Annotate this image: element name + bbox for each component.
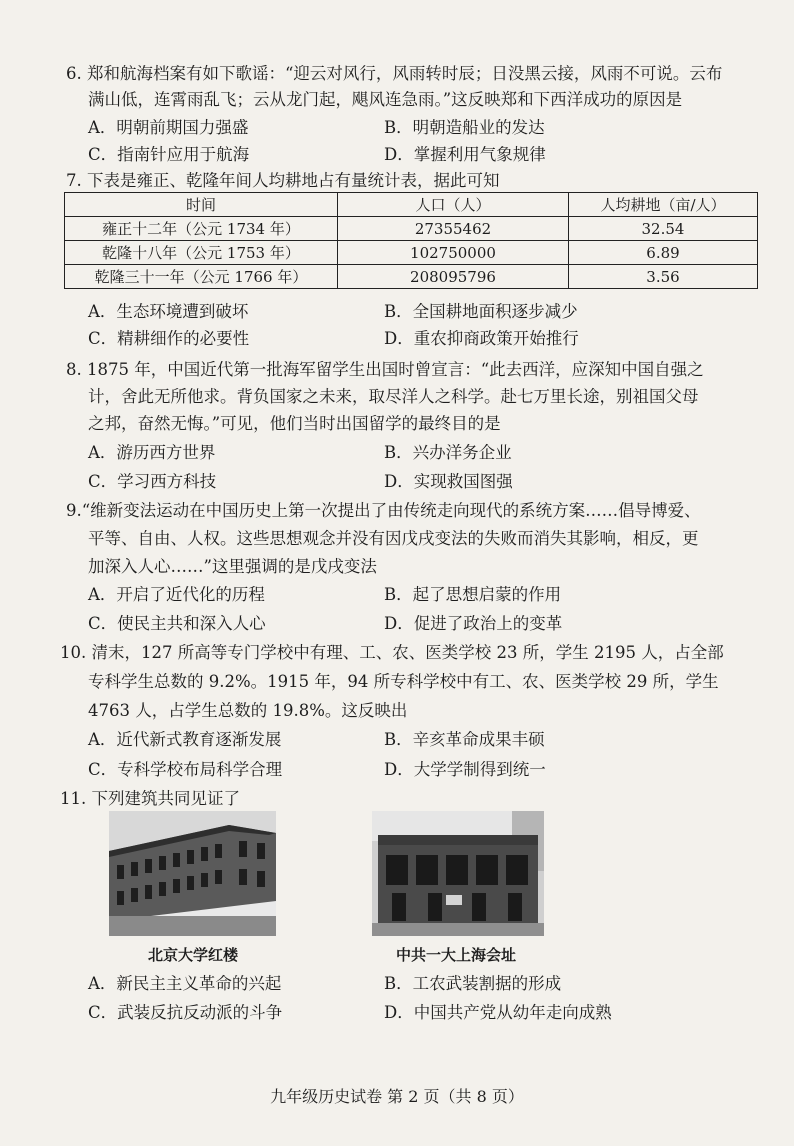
table-cell: 102750000 — [338, 241, 569, 265]
q9-option-c: C．使民主共和深入人心 — [88, 614, 266, 633]
q6-stem-line2: 满山低，连霄雨乱飞；云从龙门起，飓风连急雨。”这反映郑和下西洋成功的原因是 — [88, 90, 683, 109]
q6-option-c: C．指南针应用于航海 — [88, 145, 250, 164]
q6-option-b: B．明朝造船业的发达 — [384, 118, 545, 137]
cpc-first-congress-site-photo — [372, 811, 544, 936]
q6-stem-line1: 6. 郑和航海档案有如下歌谣：“迎云对风行，风雨转时辰；日没黑云接，风雨不可说。云布 — [66, 64, 723, 83]
q7-option-b: B．全国耕地面积逐步减少 — [384, 302, 578, 321]
q8-stem-line2: 计，舍此无所他求。背负国家之未来，取尽洋人之科学。赴七万里长途，别祖国父母 — [88, 387, 699, 406]
q10-stem-line1: 10. 清末，127 所高等专门学校中有理、工、农、医类学校 23 所，学生 2195 人，占全部 — [60, 643, 724, 662]
table-cell: 乾隆三十一年（公元 1766 年） — [65, 265, 338, 289]
peking-university-red-building-photo — [109, 811, 276, 936]
q7-stem: 7. 下表是雍正、乾隆年间人均耕地占有量统计表，据此可知 — [66, 171, 500, 190]
q8-option-b: B．兴办洋务企业 — [384, 443, 512, 462]
table-cell: 3.56 — [569, 265, 758, 289]
q11-option-a: A．新民主主义革命的兴起 — [88, 974, 282, 993]
q11-stem: 11. 下列建筑共同见证了 — [60, 789, 240, 808]
q9-option-b: B．起了思想启蒙的作用 — [384, 585, 562, 604]
table-cell: 6.89 — [569, 241, 758, 265]
q9-stem-line2: 平等、自由、人权。这些思想观念并没有因戊戌变法的失败而消失其影响，相反，更 — [88, 529, 699, 548]
building-illustration — [372, 811, 544, 936]
page-footer: 九年级历史试卷 第 2 页（共 8 页） — [270, 1087, 524, 1106]
q7-table — [64, 192, 758, 289]
q11-option-b: B．工农武装割据的形成 — [384, 974, 562, 993]
table-header: 人均耕地（亩/人） — [569, 193, 758, 217]
table-cell: 32.54 — [569, 217, 758, 241]
q8-stem-line3: 之邦，奋然无悔。”可见，他们当时出国留学的最终目的是 — [88, 414, 501, 433]
building-illustration — [109, 811, 276, 936]
table-cell: 乾隆十八年（公元 1753 年） — [65, 241, 338, 265]
q6-option-d: D．掌握利用气象规律 — [384, 145, 546, 164]
q11-option-c: C．武装反抗反动派的斗争 — [88, 1003, 283, 1022]
q10-option-c: C．专科学校布局科学合理 — [88, 760, 283, 779]
q10-option-d: D．大学学制得到统一 — [384, 760, 546, 779]
table-header: 人口（人） — [338, 193, 569, 217]
q7-option-a: A．生态环境遭到破坏 — [88, 302, 249, 321]
table-row — [65, 241, 758, 265]
table-header: 时间 — [65, 193, 338, 217]
table-cell: 27355462 — [338, 217, 569, 241]
table-cell: 208095796 — [338, 265, 569, 289]
q9-option-d: D．促进了政治上的变革 — [384, 614, 563, 633]
q10-option-b: B．辛亥革命成果丰硕 — [384, 730, 545, 749]
q8-option-c: C．学习西方科技 — [88, 472, 217, 491]
q10-option-a: A．近代新式教育逐渐发展 — [88, 730, 282, 749]
table-header-row — [65, 193, 758, 217]
q7-option-c: C．精耕细作的必要性 — [88, 329, 250, 348]
table-row — [65, 265, 758, 289]
photo-caption-cpc-first-congress: 中共一大上海会址 — [396, 946, 517, 964]
q9-stem-line1: 9.“维新变法运动在中国历史上第一次提出了由传统走向现代的系统方案……倡导博爱、 — [66, 501, 701, 520]
q8-option-d: D．实现救国图强 — [384, 472, 513, 491]
q6-option-a: A．明朝前期国力强盛 — [88, 118, 249, 137]
q8-stem-line1: 8. 1875 年，中国近代第一批海军留学生出国时曾宣言：“此去西洋，应深知中国自强之 — [66, 360, 704, 379]
q7-option-d: D．重农抑商政策开始推行 — [384, 329, 579, 348]
q9-stem-line3: 加深入人心……”这里强调的是戊戌变法 — [88, 557, 377, 576]
q10-stem-line2: 专科学生总数的 9.2%。1915 年，94 所专科学校中有工、农、医类学校 29 所，学生 — [88, 672, 719, 691]
q9-option-a: A．开启了近代化的历程 — [88, 585, 265, 604]
table-row — [65, 217, 758, 241]
q8-option-a: A．游历西方世界 — [88, 443, 216, 462]
q10-stem-line3: 4763 人，占学生总数的 19.8%。这反映出 — [88, 701, 408, 720]
table-cell: 雍正十二年（公元 1734 年） — [65, 217, 338, 241]
q11-option-d: D．中国共产党从幼年走向成熟 — [384, 1003, 612, 1022]
photo-caption-peking-university: 北京大学红楼 — [148, 946, 239, 964]
